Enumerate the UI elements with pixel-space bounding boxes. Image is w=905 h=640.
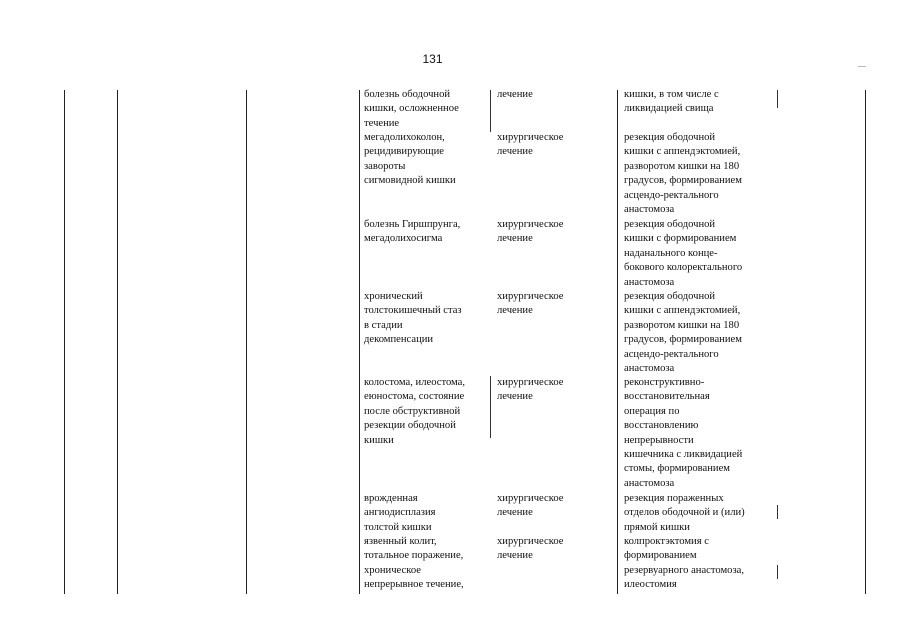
table-cell-disease: болезнь ободочной кишки, осложненное течение bbox=[364, 89, 459, 129]
table-cell-disease: хронический толстокишечный стаз в стадии декомпенсации bbox=[364, 291, 462, 346]
column-divider-4 bbox=[490, 376, 491, 438]
column-divider-6 bbox=[777, 90, 778, 108]
table-cell-method: кишки, в том числе с ликвидацией свища bbox=[624, 89, 719, 115]
table-cell-disease: мегадолихоколон, рецидивирующие завороты сигмовидной кишки bbox=[364, 132, 456, 187]
table-cell-method: резекция ободочной кишки с аппендэктомией, разворотом кишки на 180 градусов, формированием асцендо-ректального анастомоза bbox=[624, 291, 742, 375]
scan-mark bbox=[858, 66, 866, 67]
table-cell-disease: болезнь Гиршпрунга, мегадолихосигма bbox=[364, 219, 461, 245]
column-divider-5 bbox=[617, 90, 618, 594]
table-cell-treatment: лечение bbox=[497, 89, 533, 100]
column-divider-6 bbox=[777, 565, 778, 579]
column-divider-1 bbox=[117, 90, 118, 594]
table-cell-method: реконструктивно- восстановительная операция по восстановлению непрерывности кишечника с ликвидацией стомы, формированием анастомоза bbox=[624, 377, 743, 489]
table-border-left bbox=[64, 90, 65, 594]
table-cell-disease: колостома, илеостома, еюностома, состояние после обструктивной резекции ободочной кишки bbox=[364, 377, 466, 446]
table-cell-disease: врожденная ангиодисплазия толстой кишки bbox=[364, 493, 436, 533]
column-divider-3 bbox=[359, 90, 360, 594]
table-cell-treatment: хирургическое лечение bbox=[497, 377, 564, 403]
table-cell-method: резекция пораженных отделов ободочной и (или) прямой кишки bbox=[624, 493, 745, 533]
page-number: 131 bbox=[422, 52, 443, 66]
table-cell-treatment: хирургическое лечение bbox=[497, 291, 564, 317]
table-cell-method: колпроктэктомия с формированием резервуарного анастомоза, илеостомия bbox=[624, 536, 744, 591]
table-cell-disease: язвенный колит, тотальное поражение, хроническое непрерывное течение, bbox=[364, 536, 464, 591]
table-cell-treatment: хирургическое лечение bbox=[497, 132, 564, 158]
table-cell-method: резекция ободочной кишки с формированием наданального конце- бокового колоректального анастомоза bbox=[624, 219, 743, 288]
column-divider-2 bbox=[246, 90, 247, 594]
column-divider-4 bbox=[490, 90, 491, 132]
column-divider-6 bbox=[777, 505, 778, 519]
table-cell-treatment: хирургическое лечение bbox=[497, 219, 564, 245]
table-cell-treatment: хирургическое лечение bbox=[497, 536, 564, 562]
table-cell-treatment: хирургическое лечение bbox=[497, 493, 564, 519]
table-border-right bbox=[865, 90, 866, 594]
table-cell-method: резекция ободочной кишки с аппендэктомией, разворотом кишки на 180 градусов, формированием асцендо-ректального анастомоза bbox=[624, 132, 742, 216]
